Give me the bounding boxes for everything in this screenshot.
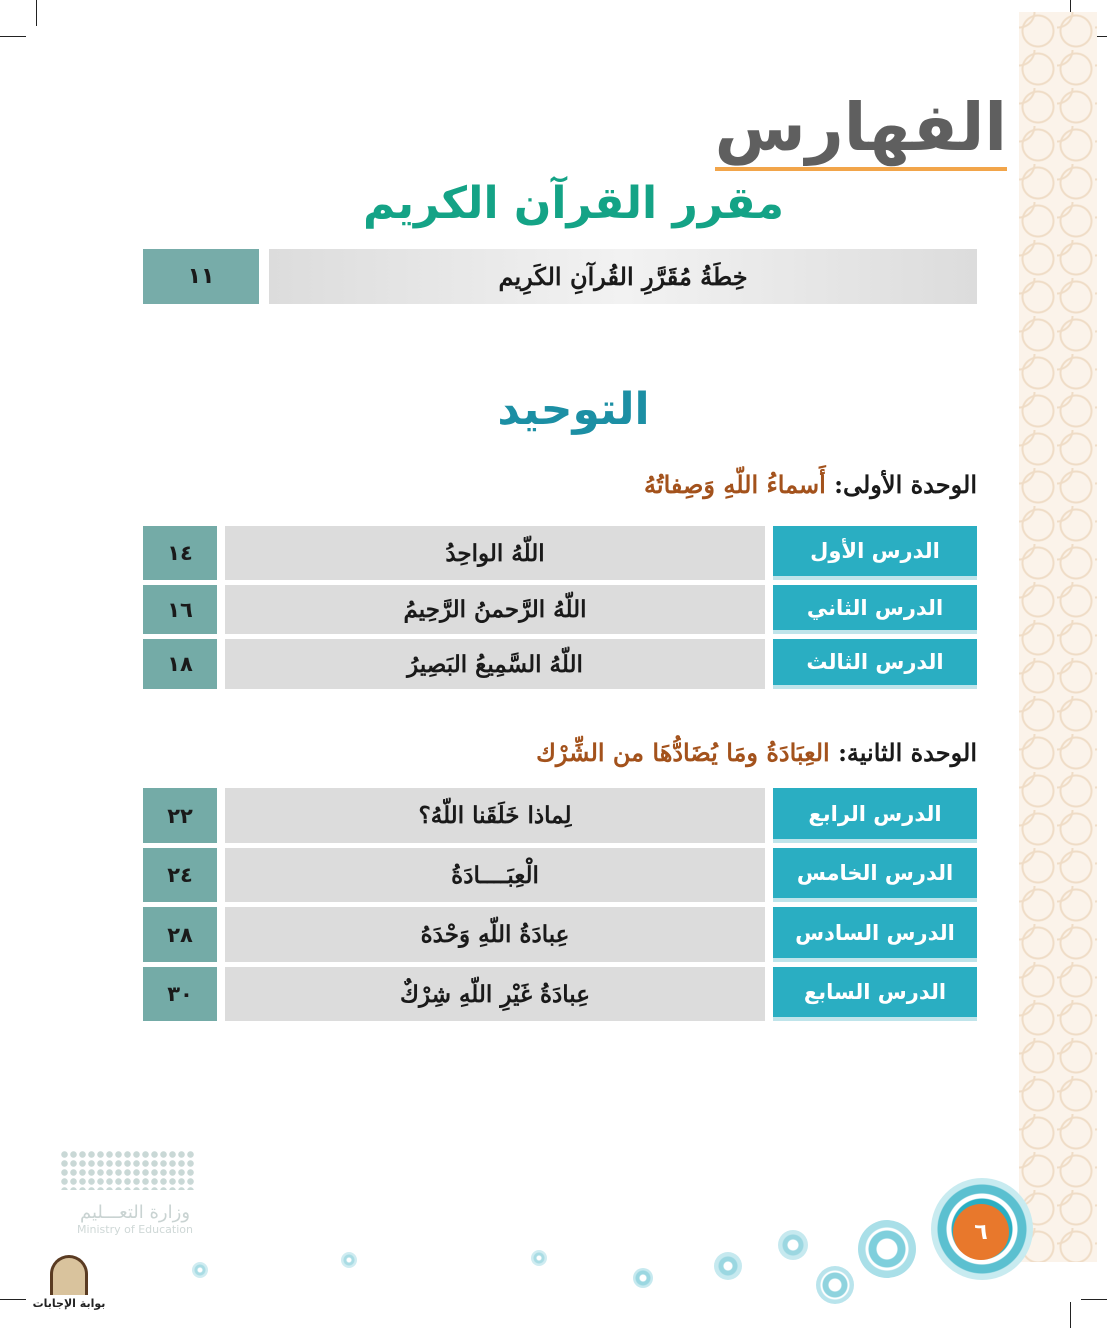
quran-section-title: مقرر القرآن الكريم — [362, 178, 785, 229]
lesson-label: الدرس الرابع — [773, 788, 977, 843]
lesson-row[interactable] — [143, 907, 977, 962]
lesson-row[interactable] — [143, 967, 977, 1021]
ministry-name-ar: وزارة التعـــليم — [79, 1202, 191, 1223]
lesson-title: اللّهُ السَّمِيعُ البَصِيرُ — [225, 639, 765, 689]
rosette-ornament — [778, 1230, 808, 1260]
quran-plan-page: ١١ — [143, 249, 259, 304]
lesson-page: ٣٠ — [143, 967, 217, 1021]
lesson-label: الدرس السادس — [773, 907, 977, 962]
unit-2-lessons — [143, 788, 977, 1026]
lesson-row[interactable] — [143, 526, 977, 580]
lesson-label: الدرس الثاني — [773, 585, 977, 634]
lesson-row[interactable] — [143, 788, 977, 843]
lesson-title: اللّهُ الواحِدُ — [225, 526, 765, 580]
unit-2-heading — [536, 738, 977, 767]
lesson-page: ٢٤ — [143, 848, 217, 902]
crop-mark — [1070, 1302, 1071, 1328]
rosette-ornament — [341, 1252, 357, 1268]
lesson-title: الْعِبَــــادَةُ — [225, 848, 765, 902]
unit-1-lessons — [143, 526, 977, 694]
lesson-page: ١٨ — [143, 639, 217, 689]
lesson-label: الدرس الثالث — [773, 639, 977, 689]
lesson-title: لِماذا خَلَقَنا اللّهُ؟ — [225, 788, 765, 843]
rosette-ornament — [816, 1266, 854, 1304]
ministry-logo — [60, 1150, 210, 1260]
lesson-page: ٢٢ — [143, 788, 217, 843]
watermark-logo — [28, 1255, 110, 1320]
lesson-title: عِبادَةُ اللّهِ وَحْدَهُ — [225, 907, 765, 962]
unit-1-label: الوحدة الأولى: — [834, 470, 977, 499]
crop-mark — [0, 1299, 26, 1300]
crop-mark — [36, 0, 37, 26]
lesson-page: ٢٨ — [143, 907, 217, 962]
lesson-title: عِبادَةُ غَيْرِ اللّهِ شِرْكٌ — [225, 967, 765, 1021]
lesson-page: ١٦ — [143, 585, 217, 634]
rosette-ornament — [714, 1252, 742, 1280]
lesson-row[interactable] — [143, 848, 977, 902]
watermark-arch-icon — [50, 1255, 88, 1295]
quran-plan-row[interactable] — [143, 249, 977, 304]
rosette-ornament — [633, 1268, 653, 1288]
lesson-row[interactable] — [143, 585, 977, 634]
page-title: الفهارس — [715, 95, 1007, 171]
unit-2-name: العِبَادَةُ ومَا يُضَادُّهَا من الشِّرْك — [536, 738, 830, 767]
unit-1-name: أَسماءُ اللّهِ وَصِفاتُهُ — [644, 470, 826, 499]
ministry-name-en: Ministry of Education — [76, 1223, 193, 1236]
lesson-label: الدرس الخامس — [773, 848, 977, 902]
lesson-page: ١٤ — [143, 526, 217, 580]
watermark-text: بوابة الإجابات — [32, 1297, 106, 1310]
unit-1-heading — [644, 470, 977, 499]
lesson-row[interactable] — [143, 639, 977, 689]
crop-mark — [1081, 1299, 1107, 1300]
rosette-ornament — [858, 1220, 916, 1278]
lesson-label: الدرس السابع — [773, 967, 977, 1021]
lesson-label: الدرس الأول — [773, 526, 977, 580]
quran-plan-title: خِطَةُ مُقَرَّرِ القُرآنِ الكَرِيم — [269, 249, 977, 304]
lesson-title: اللّهُ الرَّحمنُ الرَّحِيمُ — [225, 585, 765, 634]
ministry-logo-dots — [60, 1150, 195, 1190]
rosette-ornament — [531, 1250, 547, 1266]
crop-mark — [0, 36, 26, 37]
tawheed-section-title: التوحيد — [497, 384, 650, 435]
page-number: ٦ — [953, 1204, 1009, 1260]
rosette-ornament — [192, 1262, 208, 1278]
unit-2-label: الوحدة الثانية: — [838, 738, 977, 767]
